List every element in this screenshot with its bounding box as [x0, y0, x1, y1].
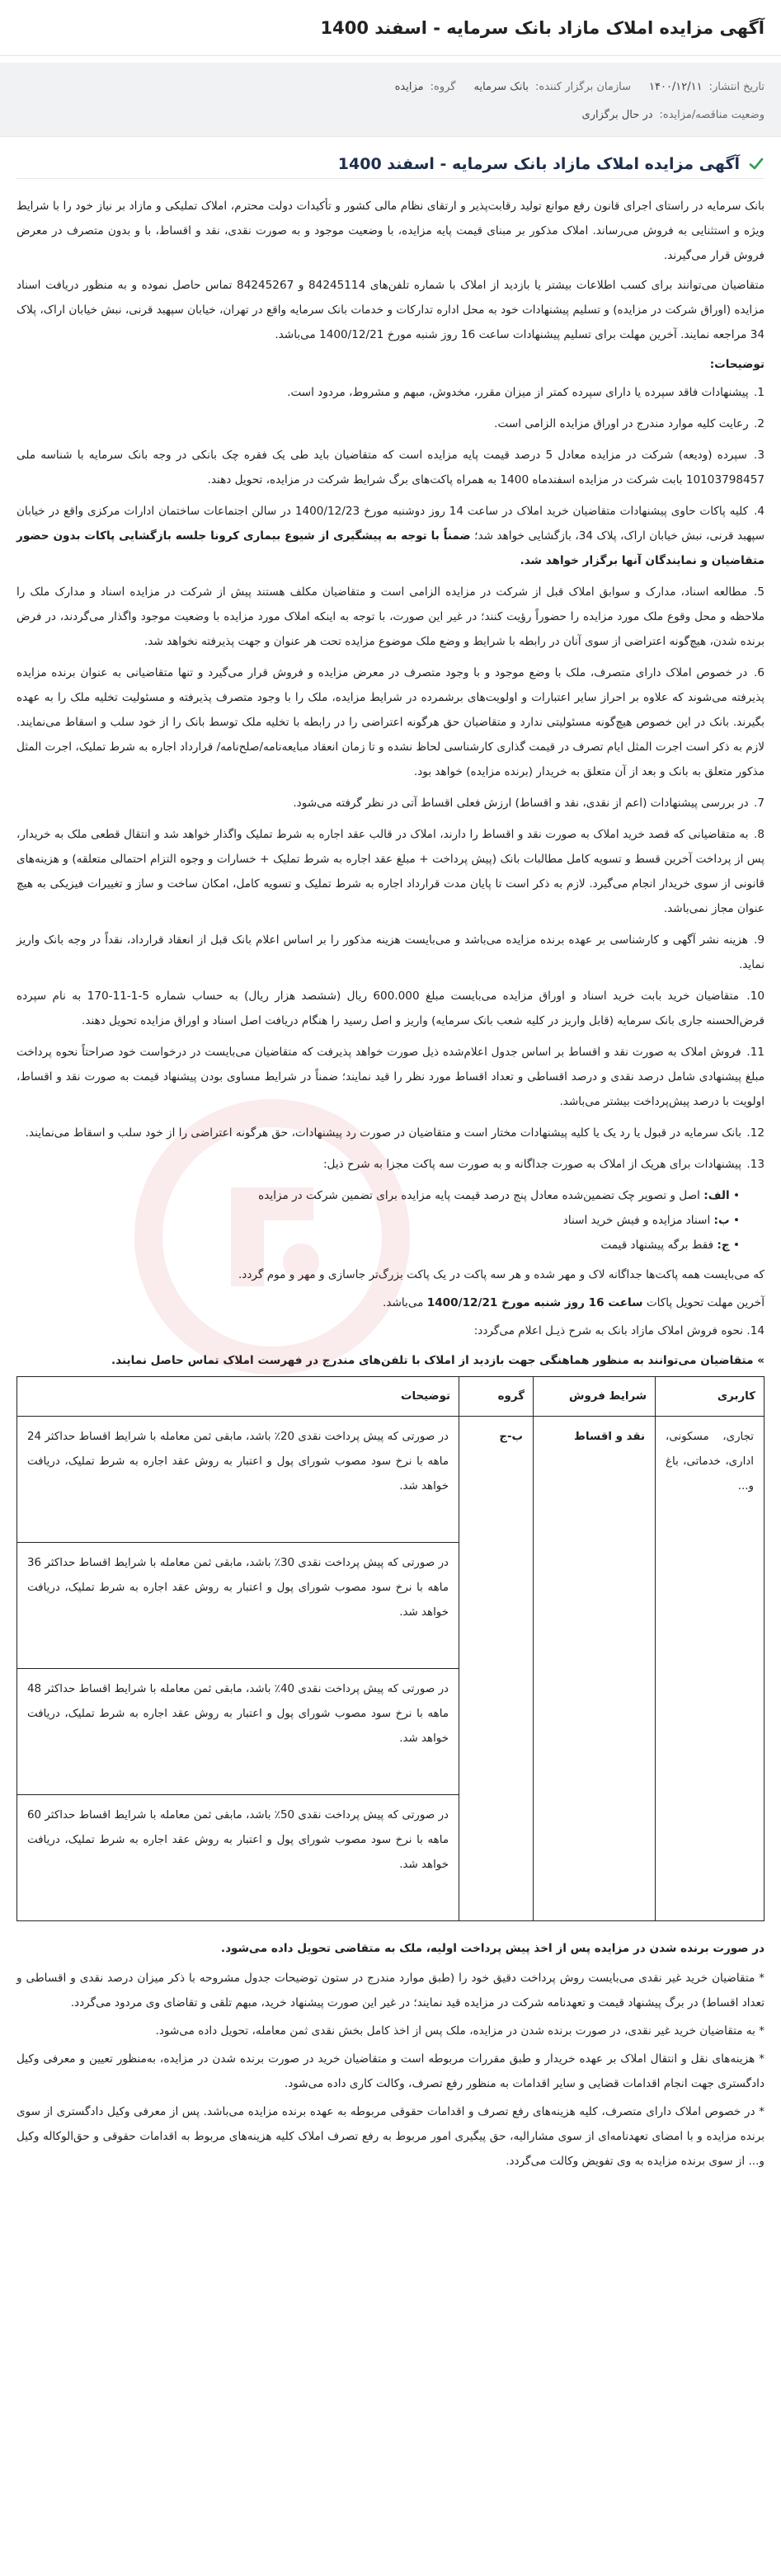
intro-paragraph-1: بانک سرمایه در راستای اجرای قانون رفع موانع تولید رقابت‌پذیر و ارتقای نظام مالی کشور و تأکیدات دولت محترم، املاک تملیکی و مازاد بر نیاز خود را با شرایط ویژه و استثنایی به فروش می‌رساند. املاک مذکور بر مبنای قیمت پایه مزایده، با وضعیت موجود و به صورت نقدی، نقد و اقساط، با و بدون متصرف در معرض فروش قرار می‌گیرند.: [16, 200, 765, 262]
note-item: 3. سپرده (ودیعه) شرکت در مزایده معادل 5 درصد قیمت پایه مزایده است که متقاضیان باید طی یک فقره چک بانکی در وجه بانک سرمایه با شناسه ملی 10103798457 بابت شرکت در مزایده اسفندماه 1400 به همراه پاکت‌های برگ شرایط شرکت در مزایده، تحویل دهند.: [16, 449, 765, 487]
group-link[interactable]: مزایده: [394, 80, 424, 93]
organizer: سازمان برگزار کننده: بانک سرمایه: [473, 80, 631, 93]
header-group: گروه: [459, 1377, 534, 1417]
note-item: 13. پیشنهادات برای هریک از املاک به صورت جداگانه و به صورت سه پاکت مجزا به شرح ذیل:: [322, 1158, 765, 1171]
envelopes-list: [16, 1183, 740, 1257]
meta-info-box: [0, 63, 781, 137]
note-item: 6. در خصوص املاک دارای متصرف، ملک با وضع موجود و با وجود متصرف در معرض مزایده و فروش قرار می‌گیرد و تنها متقاضیانی به عنوان برنده مزایده پذیرفته می‌شوند که علاوه بر احراز سایر اعتبارات و اولویت‌های برشمرده در شرایط مزایده، ملک را با وجود متصرف پذیرفته و مسئولیت تخلیه ملک را به عهده بگیرند. بانک در این خصوص هیچ‌گونه مسئولیتی ندارد و متقاضیان حق هرگونه اعتراضی را در رابطه با تخلیه ملک توسط بانک را از خود سلب و اسقاط می‌نمایند. لازم به ذکر است اجرت المثل ایام تصرف در قیمت گذاری کارشناسی لحاظ نشده و تا زمان انعقاد مبایعه‌نامه/صلح‌نامه/ قرارداد اجاره به شرط تملیک، اجرت المثل مذکور متعلق به بانک و بعد از آن متعلق به خریدار (برنده مزایده) خواهد بود.: [16, 666, 765, 778]
note-item: 2. رعایت کلیه موارد مندرج در اوراق مزایده الزامی است.: [494, 417, 765, 430]
condition-cell: در صورتی که پیش پرداخت نقدی 30٪ باشد، مابقی ثمن معامله با شرایط اقساط حداکثر 36 ماهه با نرخ سود مصوب شورای پول و اعتبار به روش عقد اجاره به شرط تملیک، دریافت خواهد شد.: [17, 1543, 459, 1669]
check-circle-icon: [748, 156, 765, 172]
table-header-row: [17, 1377, 765, 1417]
meta-row-2: [16, 101, 765, 129]
announcement-content: [0, 137, 781, 2174]
group: گروه: مزایده: [394, 80, 456, 93]
sale-terms-table: [16, 1376, 765, 1921]
table-row: [17, 1417, 765, 1543]
notes-list: [16, 380, 765, 1177]
header-description: توضیحات: [17, 1377, 459, 1417]
envelope-item: • ب: اسناد مزایده و فیش خرید اسناد: [562, 1214, 740, 1227]
publish-date: تاریخ انتشار: ۱۴۰۰/۱۲/۱۱: [649, 80, 765, 93]
note-item: 5. مطالعه اسناد، مدارک و سوابق املاک قبل از شرکت در مزایده الزامی است و متقاضیان مکلف هستند پیش از شرکت در مزایده اسناد و مدارک ملک را ملاحظه و محل وقوع ملک مورد مزایده را حضوراً رؤیت کنند؛ در غیر این صورت، با توجه به اینکه املاک مورد مزایده با وضعیت موجود واگذار می‌گردند، در فرض برنده شدن، هیچ‌گونه اعتراضی از سوی آنان در رابطه با شرایط و وضع ملک موضوع مزایده تحت هر عنوان و جهت پذیرفته نخواهد شد.: [16, 585, 765, 648]
announcement-title: آگهی مزایده املاک مازاد بانک سرمایه - اسفند 1400: [16, 148, 765, 179]
note-item: 8. به متقاضیانی که قصد خرید املاک به صورت نقد و اقساط را دارند، املاک در قالب عقد اجاره به شرط تملیک واگذار خواهد شد و انتقال قطعی ملک به خریدار، پس از پرداخت آخرین قسط و تسویه کامل مطالبات بانک (پیش پرداخت + مبلغ عقد اجاره به شرط تملیک + خسارات و وجوه التزام احتمالی متعلقه) و هزینه‌های قانونی از سوی خریدار انجام می‌گیرد. لازم به ذکر است تا پایان مدت قرارداد اجاره به شرط تملیک و تسویه کامل، امکان ساخت و ساز و تغییرات فیزیکی به هیچ عنوان مجاز نمی‌باشد.: [16, 828, 765, 915]
usage-cell: تجاری، مسکونی، اداری، خدماتی، باغ و...: [656, 1417, 765, 1921]
closing-paragraph: * هزینه‌های نقل و انتقال املاک بر عهده خریدار و طبق مقررات مربوطه است و متقاضیان خرید در صورت برنده شدن در مزایده، به‌منظور تعیین و معرفی وکیل دادگستری جهت انجام اقدامات قضایی و سایر اقدامات به منظور رفع تصرف، وکالت کاری داده می‌شود.: [16, 2052, 765, 2090]
closing-paragraph: * متقاضیان خرید غیر نقدی می‌بایست روش پرداخت دقیق خود را (طبق موارد مندرج در ستون توضیحات جدول مشروحه با ذکر میزان درصد نقدی و اقساطی و تعداد اقساط) در برگ پیشنهاد قیمت و تعهدنامه شرکت در مزایده قید نمایند؛ در غیر این صورت پیشنهاد خرید، مبهم تلقی و تقاضای وی مردود می‌گردد.: [16, 1972, 765, 2010]
envelope-item: • ج: فقط برگه پیشنهاد قیمت: [600, 1239, 740, 1252]
closing-section: [16, 1936, 765, 2174]
note-item: 4. کلیه پاکات حاوی پیشنهادات متقاضیان خرید املاک در ساعت 14 روز دوشنبه مورخ 1400/12/23 در سالن اجتماعات ساختمان ادارات مرکزی واقع در خیابان سپهبد قرنی، نبش خیابان اراک، پلاک 34، بازگشایی خواهد شد؛ ضمناً با توجه به پیشگیری از شیوع بیماری کرونا جلسه بازگشایی پاکات بدون حضور متقاضیان و نمایندگان آنها برگزار خواهد شد.: [16, 505, 765, 567]
organizer-link[interactable]: بانک سرمایه: [473, 80, 529, 93]
table-intro: » متقاضیان می‌توانند به منظور هماهنگی جهت بازدید از املاک با تلفن‌های مندرج در فهرست املاک تماس حاصل نمایند.: [111, 1354, 765, 1367]
item-14: 14. نحوه فروش املاک مازاد بانک به شرح ذیـل اعلام می‌گردد:: [473, 1324, 765, 1337]
note-item: 1. پیشنهادات فاقد سپرده یا دارای سپرده کمتر از میزان مقرر، مخدوش، مبهم و مشروط، مردود است.: [287, 386, 765, 399]
note-item: 7. در بررسی پیشنهادات (اعم از نقدی، نقد و اقساط) ارزش فعلی اقساط آتی در نظر گرفته می‌شود.: [293, 797, 765, 810]
note-item: 12. بانک سرمایه در قبول یا رد یک یا کلیه پیشنهادات مختار است و متقاضیان در صورت رد پیشنهادات، حق هرگونه اعتراضی را از خود سلب و اسقاط می‌نمایند.: [25, 1126, 765, 1140]
group-cell: ب-ج: [459, 1417, 534, 1921]
page-header: [0, 0, 781, 56]
status-value: در حال برگزاری: [581, 108, 653, 121]
status: وضعیت مناقصه/مزایده: در حال برگزاری: [581, 108, 765, 121]
page-title: آگهی مزایده املاک مازاد بانک سرمایه - اسفند 1400: [320, 18, 765, 38]
note-item: 9. هزینه نشر آگهی و کارشناسی بر عهده برنده مزایده می‌باشد و می‌بایست هزینه مذکور را بر اساس اعلام بانک قبل از انعقاد قرارداد، نقداً در وجه بانک واریز نماید.: [16, 933, 765, 971]
condition-cell: در صورتی که پیش پرداخت نقدی 40٪ باشد، مابقی ثمن معامله با شرایط اقساط حداکثر 48 ماهه با نرخ سود مصوب شورای پول و اعتبار به روش عقد اجاره به شرط تملیک، دریافت خواهد شد.: [17, 1669, 459, 1795]
header-sale-terms: شرایط فروش: [534, 1377, 656, 1417]
note-item: 10. متقاضیان خرید بابت خرید اسناد و اوراق مزایده می‌بایست مبلغ 600.000 ریال (ششصد هزار ریال) به حساب شماره 5-1-11-170 به نام سپرده قرض‌الحسنه جاری بانک سرمایه (قابل واریز در کلیه شعب بانک سرمایه) واریز و اصل رسید را هنگام دریافت اصل اسناد و اوراق مزایده تحویل دهند.: [16, 990, 765, 1027]
deadline-line: آخرین مهلت تحویل پاکات ساعت 16 روز شنبه مورخ 1400/12/21 می‌باشد.: [383, 1296, 765, 1309]
condition-cell: در صورتی که پیش پرداخت نقدی 50٪ باشد، مابقی ثمن معامله با شرایط اقساط حداکثر 60 ماهه با نرخ سود مصوب شورای پول و اعتبار به روش عقد اجاره به شرط تملیک، دریافت خواهد شد.: [17, 1795, 459, 1921]
note-item: 11. فروش املاک به صورت نقد و اقساط بر اساس جدول اعلام‌شده ذیل صورت خواهد پذیرفت که متقاضیان می‌بایست در درخواست خود صراحتاً نحوه پرداخت مبلغ پیشنهادی شامل درصد نقدی و درصد اقساطی و تعداد اقساط مورد نظر را قید نمایند؛ ضمناً در شرایط مساوی بودن پیشنهاد قیمت به صورت نقد و اقساط، اولویت با درصد پیش‌پرداخت بیشتر می‌باشد.: [16, 1046, 765, 1108]
envelopes-note: که می‌بایست همه پاکت‌ها جداگانه لاک و مهر شده و هر سه پاکت در یک پاکت بزرگ‌تر جاسازی و مهر و موم گردد.: [238, 1268, 765, 1281]
closing-heading: در صورت برنده شدن در مزایده پس از اخذ پیش پرداخت اولیه، ملک به متقاضی تحویل داده می‌شود.: [220, 1942, 765, 1955]
intro-paragraph-2: متقاضیان می‌توانند برای کسب اطلاعات بیشتر یا بازدید از املاک با شماره تلفن‌های 84245114 و 84245267 تماس حاصل نموده و به منظور دریافت اسناد مزایده (اوراق شرکت در مزایده) و تسلیم پیشنهادات خود به محل اداره تدارکات و خدمات بانک سرمایه واقع در تهران، خیابان سپهبد قرنی، نبش خیابان اراک، پلاک 34 مراجعه نمایند. آخرین مهلت برای تسلیم پیشنهادات ساعت 16 روز شنبه مورخ 1400/12/21 می‌باشد.: [16, 279, 765, 341]
notes-heading: توضیحات:: [709, 358, 765, 371]
closing-paragraph: * در خصوص املاک دارای متصرف، کلیه هزینه‌های رفع تصرف و اقدامات حقوقی مربوطه به عهده برنده مزایده می‌باشد. پس از معرفی وکیل دادگستری از سوی برنده مزایده و با امضای تعهدنامه‌ای از سوی مشارالیه، حق پیگیری امور مربوط به رفع تصرف املاک کلیه هزینه‌های مربوط به اقدامات حقوقی و حق‌الوکاله وکیل و... از سوی برنده مزایده به وی تفویض وکالت می‌گردد.: [16, 2105, 765, 2168]
closing-paragraph: * به متقاضیان خرید غیر نقدی، در صورت برنده شدن در مزایده، ملک پس از اخذ کامل بخش نقدی ثمن معامله، تحویل داده می‌شود.: [155, 2024, 765, 2038]
condition-cell: در صورتی که پیش پرداخت نقدی 20٪ باشد، مابقی ثمن معامله با شرایط اقساط حداکثر 24 ماهه با نرخ سود مصوب شورای پول و اعتبار به روش عقد اجاره به شرط تملیک، دریافت خواهد شد.: [17, 1417, 459, 1543]
meta-row-1: [16, 73, 765, 101]
header-usage: کاربری: [656, 1377, 765, 1417]
envelope-item: • الف: اصل و تصویر چک تضمین‌شده معادل پنج درصد قیمت پایه مزایده برای تضمین شرکت در مزایده: [258, 1189, 740, 1202]
sale-terms-cell: نقد و اقساط: [534, 1417, 656, 1921]
